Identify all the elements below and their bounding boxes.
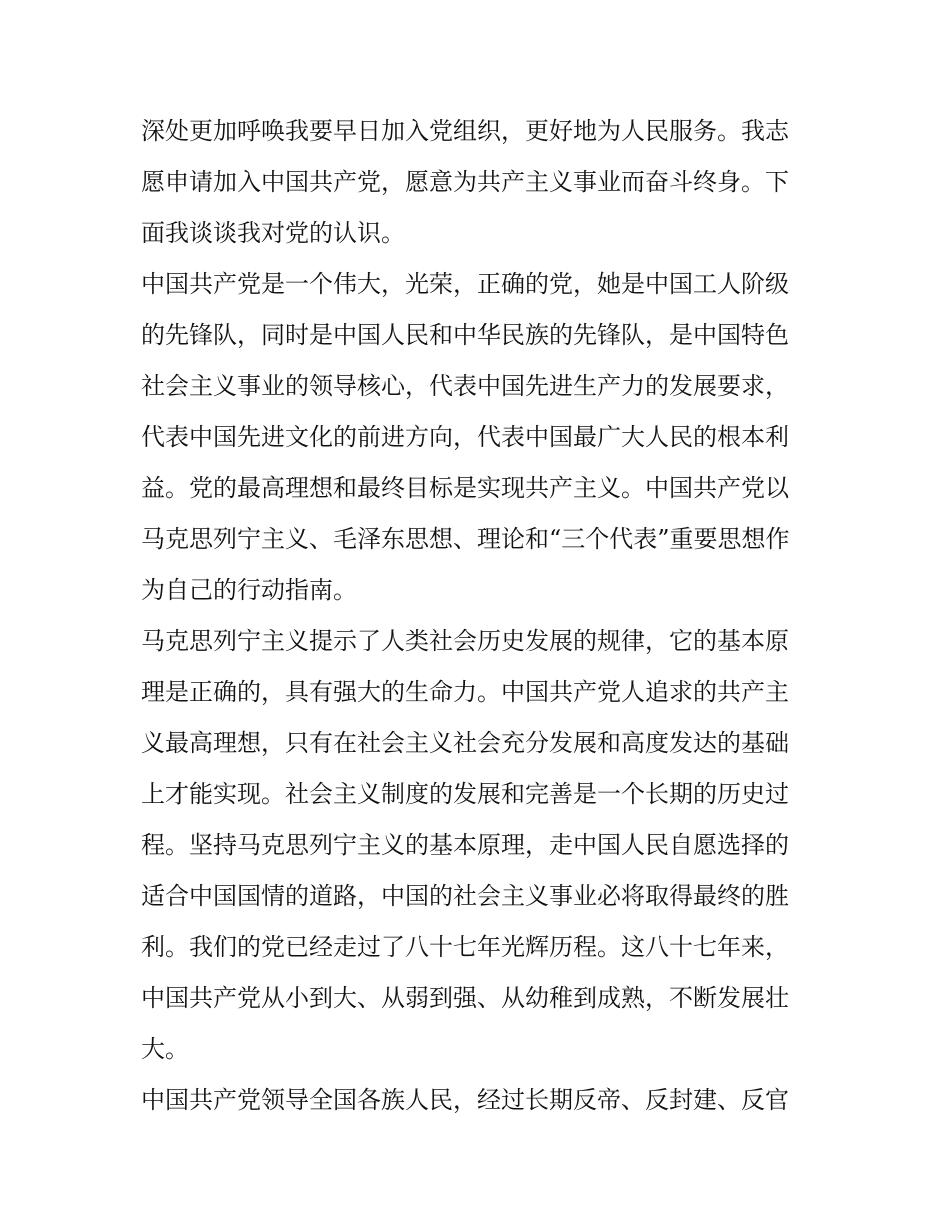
text-line: 中国共产党是一个伟大，光荣，正确的党，她是中国工人阶级 [141, 270, 789, 298]
text-line: 利。我们的党已经走过了八十七年光辉历程。这八十七年来， [141, 933, 789, 961]
text-line: 义最高理想，只有在社会主义社会充分发展和高度发达的基础 [141, 729, 789, 757]
text-line: 理是正确的，具有强大的生命力。中国共产党人追求的共产主 [141, 678, 789, 706]
text-line: 马克思列宁主义提示了人类社会历史发展的规律，它的基本原 [141, 627, 789, 655]
text-line: 中国共产党领导全国各族人民，经过长期反帝、反封建、反官 [141, 1086, 789, 1114]
paragraph-1 [141, 106, 813, 259]
text-line: 上才能实现。社会主义制度的发展和完善是一个长期的历史过 [141, 780, 789, 808]
text-line: 益。党的最高理想和最终目标是实现共产主义。中国共产党以 [141, 474, 789, 502]
document-body [141, 106, 813, 1126]
text-line: 程。坚持马克思列宁主义的基本原理，走中国人民自愿选择的 [141, 831, 789, 859]
text-line: 适合中国国情的道路，中国的社会主义事业必将取得最终的胜 [141, 882, 789, 910]
paragraph-3 [141, 616, 813, 1075]
text-line: 愿申请加入中国共产党，愿意为共产主义事业而奋斗终身。下 [141, 168, 789, 196]
paragraph-2 [141, 259, 813, 616]
text-line: 代表中国先进文化的前进方向，代表中国最广大人民的根本利 [141, 423, 789, 451]
text-line: 的先锋队，同时是中国人民和中华民族的先锋队，是中国特色 [141, 321, 789, 349]
text-line: 面我谈谈我对党的认识。 [141, 219, 405, 247]
text-line: 社会主义事业的领导核心，代表中国先进生产力的发展要求， [141, 372, 789, 400]
text-line: 为自己的行动指南。 [141, 576, 357, 604]
text-line: 大。 [141, 1035, 189, 1063]
text-line: 中国共产党从小到大、从弱到强、从幼稚到成熟，不断发展壮 [141, 984, 789, 1012]
text-line: 深处更加呼唤我要早日加入党组织，更好地为人民服务。我志 [141, 117, 789, 145]
paragraph-4 [141, 1075, 813, 1126]
text-line: 马克思列宁主义、毛泽东思想、理论和“三个代表”重要思想作 [141, 525, 790, 553]
